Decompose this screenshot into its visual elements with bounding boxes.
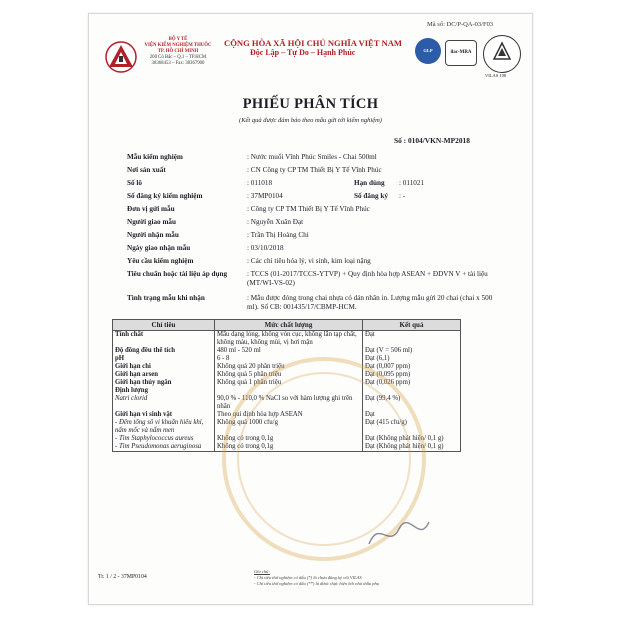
signature-icon <box>364 514 434 554</box>
cell-result: Đạt (0,007 ppm) <box>363 363 461 371</box>
notes-block <box>254 569 379 587</box>
info-value-condition: : Mẫu được đóng trong chai nhựa có dán nhãn in. Lượng mẫu gửi 20 chai (chai x 500 ml). Số CB: 001435/17/CBMP-HCM. <box>247 294 493 311</box>
national-motto: Độc Lập – Tự Do – Hạnh Phúc <box>250 48 356 57</box>
org-phone: 38368453 – Fax: 38367900 <box>151 61 205 66</box>
info-label-lot: Số lô <box>127 179 142 187</box>
info-value-deliverer: : Nguyễn Xuân Đạt <box>247 218 304 226</box>
cell-criterion: - Tìm Pseudomonas aeruginosa <box>113 443 215 452</box>
issuing-organization <box>139 37 217 67</box>
info-value-request: : Các chỉ tiêu hóa lý, vi sinh, kim loại nặng <box>247 257 371 265</box>
cell-result: Đạt (0,095 ppm) <box>363 371 461 379</box>
document-number: Số : 0104/VKN-MP2018 <box>394 136 470 145</box>
cell-criterion: Giới hạn arsen <box>113 371 215 379</box>
header-standard: Mức chất lượng <box>215 320 363 331</box>
document-title: PHIẾU PHÂN TÍCH <box>242 96 379 112</box>
document-page <box>88 13 533 605</box>
ilac-seal-text: ilac-MRA <box>450 50 472 55</box>
info-label-standard: Tiêu chuẩn hoặc tài liệu áp dụng <box>127 270 228 278</box>
info-label-request: Yêu cầu kiểm nghiệm <box>127 257 194 265</box>
info-value-manufacturer: : CN Công ty CP TM Thiết Bị Y Tế Vĩnh Phúc <box>247 166 382 174</box>
org-name-line2: TP. HỒ CHÍ MINH <box>157 49 199 54</box>
cell-result: Đạt <box>363 411 461 419</box>
cell-criterion: Giới hạn chì <box>113 363 215 371</box>
info-value-sample: : Nước muối Vĩnh Phúc Smiles - Chai 500ml <box>247 153 377 161</box>
info-label-test-reg: Số đăng ký kiểm nghiệm <box>127 192 203 200</box>
cell-criterion: - Đếm tổng số vi khuẩn hiếu khí, nấm mốc và nấm men <box>113 419 215 435</box>
institute-logo-icon <box>105 41 137 73</box>
cell-result: Đạt (99,4 %) <box>363 395 461 411</box>
info-label-condition: Tình trạng mẫu khi nhận <box>127 294 205 302</box>
info-value-reg-no: : - <box>399 192 406 200</box>
info-value-test-reg: : 37MP0104 <box>247 192 283 200</box>
info-value-receiver: : Trần Thị Hoàng Chi <box>247 231 309 239</box>
header-criterion: Chỉ tiêu <box>113 320 215 331</box>
glp-seal-text: GLP <box>423 48 433 53</box>
info-label-reg-no: Số đăng ký <box>354 192 388 200</box>
info-label-receiver: Người nhận mẫu <box>127 231 179 239</box>
info-value-date: : 03/10/2018 <box>247 244 284 252</box>
cell-criterion: - Tìm Staphylococcus aureus <box>113 435 215 443</box>
cell-standard: Không quá 5 phần triệu <box>215 371 363 379</box>
cell-standard: Không có trong 0,1g <box>215 435 363 443</box>
cell-criterion: Định lượng <box>113 387 215 395</box>
cell-standard: Mẫu dạng lỏng, không vón cục, không lẫn tạp chất, không màu, không mùi, vị hơi mặn <box>215 331 363 348</box>
cell-criterion: Giới hạn vi sinh vật <box>113 411 215 419</box>
cell-criterion: Natri clorid <box>113 395 215 411</box>
org-name-line1: VIỆN KIỂM NGHIỆM THUỐC <box>144 43 212 48</box>
info-label-sample: Mẫu kiểm nghiệm <box>127 153 183 161</box>
cell-result: Đạt (6,1) <box>363 355 461 363</box>
org-ministry: BỘ Y TẾ <box>168 37 188 42</box>
info-value-sender: : Công ty CP TM Thiết Bị Y Tế Vĩnh Phúc <box>247 205 370 213</box>
cell-standard: 6 - 8 <box>215 355 363 363</box>
cell-criterion: Độ đồng đều thể tích <box>113 347 215 355</box>
notes-line2: - Chỉ tiêu thử nghiệm có dấu (**) là được thực hiện bởi nhà thầu phụ <box>254 581 380 586</box>
table-header-row <box>113 320 461 331</box>
cell-result: Đạt <box>363 331 461 348</box>
cell-result: Đạt (Không phát hiện/ 0,1 g) <box>363 443 461 452</box>
cell-result: Đạt (Không phát hiện/ 0,1 g) <box>363 435 461 443</box>
info-value-lot: : 011018 <box>247 179 273 187</box>
info-label-date: Ngày giao nhận mẫu <box>127 244 191 252</box>
info-value-expiry: : 011021 <box>399 179 425 187</box>
document-subtitle: (Kết quả được đảm bảo theo mẫu gửi tới kiểm nghiệm) <box>239 117 382 124</box>
header-result: Kết quả <box>363 320 461 331</box>
cell-result: Đạt (V = 506 ml) <box>363 347 461 355</box>
form-number: Mã số: DC/P-QA-03/F03 <box>427 21 494 28</box>
vilas-mountain-icon <box>492 41 512 61</box>
info-value-standard: : TCCS (01-2017/TCCS-YTVP) + Quy định hòa hợp ASEAN + ĐDVN V + tài liệu (MT/WI-VS-02) <box>247 270 488 287</box>
cell-criterion: pH <box>113 355 215 363</box>
cell-result: Đạt (0,026 ppm) <box>363 379 461 387</box>
cell-standard: Không có trong 0,1g <box>215 443 363 452</box>
glp-seal-icon <box>415 38 441 64</box>
national-title: CỘNG HÒA XÃ HỘI CHỦ NGHĨA VIỆT NAM <box>224 38 403 48</box>
ilac-mra-seal-icon <box>445 40 477 66</box>
page-footer: Tr. 1 / 2 - 37MP0104 <box>98 574 147 580</box>
cell-standard: Không quá 1000 cfu/g <box>215 419 363 435</box>
vilas-seal-icon <box>483 35 521 73</box>
cell-criterion: Tính chất <box>113 331 215 348</box>
info-label-deliverer: Người giao mẫu <box>127 218 177 226</box>
cell-standard: Theo qui định hòa hợp ASEAN <box>215 411 363 419</box>
vilas-seal-text: VILAS 108 <box>485 73 507 78</box>
cell-criterion: Giới hạn thủy ngân <box>113 379 215 387</box>
cell-standard: Không quá 1 phần triệu <box>215 379 363 387</box>
notes-line1: - Chỉ tiêu thử nghiệm có dấu (*) là chưa đăng ký với VILAS <box>254 575 362 580</box>
info-label-sender: Đơn vị gửi mẫu <box>127 205 175 213</box>
cell-standard: 90,0 % - 110,0 % NaCl so với hàm lượng ghi trên nhãn <box>215 395 363 411</box>
org-address: 200 Cô Bắc – Q.1 – TP.HCM <box>149 55 207 60</box>
cell-standard: Không quá 20 phần triệu <box>215 363 363 371</box>
info-label-manufacturer: Nơi sản xuất <box>127 166 166 174</box>
cell-standard: 480 ml - 520 ml <box>215 347 363 355</box>
notes-heading: Ghi chú: <box>254 569 270 574</box>
cell-result: Đạt (415 cfu/g) <box>363 419 461 435</box>
info-label-expiry: Hạn dùng <box>354 179 385 187</box>
